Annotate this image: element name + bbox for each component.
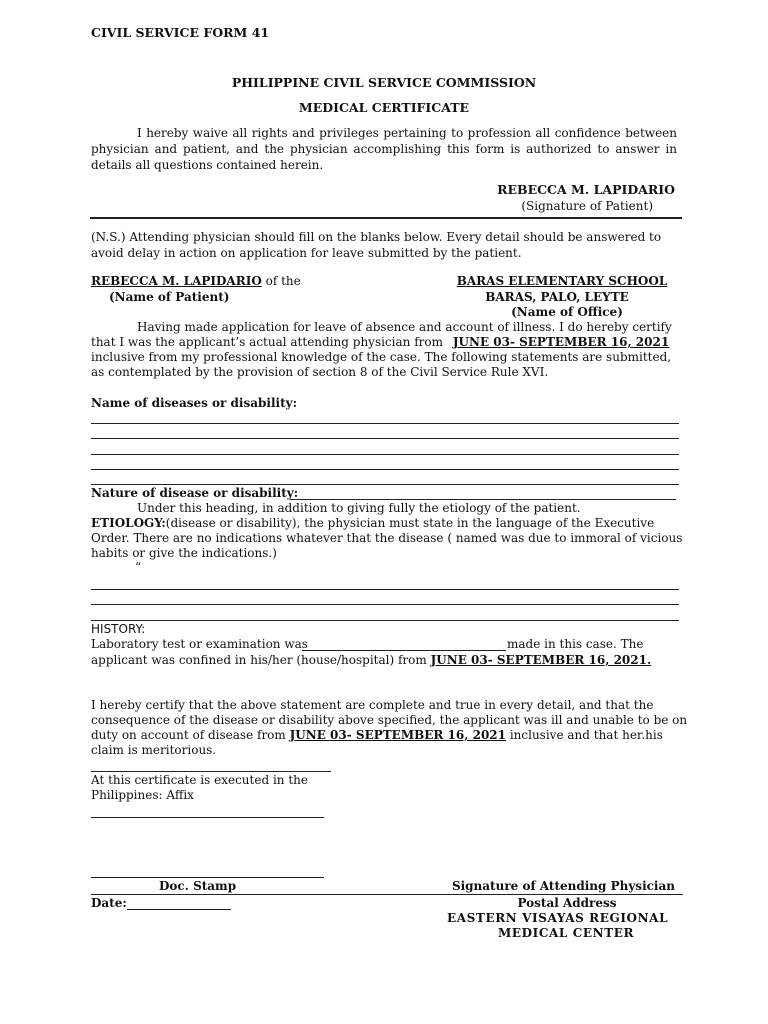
postal-address-label: Postal Address	[517, 896, 617, 910]
patient-line	[91, 274, 301, 288]
history-confined-dates: JUNE 03- SEPTEMBER 16, 2021.	[430, 653, 652, 667]
history-confined-prefix: applicant was confined in his/her (house/hospital) from	[91, 653, 427, 667]
final-cert-prefix: duty on account of disease from	[91, 728, 286, 742]
diseases-line-1	[91, 423, 679, 424]
executed-line-2: Philippines: Affix	[91, 788, 194, 802]
final-cert-line-4: claim is meritorious.	[91, 743, 217, 757]
diseases-line-2	[91, 438, 679, 439]
etiology-line-blank-1	[91, 589, 679, 590]
office-address: BARAS, PALO, LEYTE	[485, 290, 629, 304]
final-cert-suffix: inclusive and that her.his	[509, 728, 663, 742]
executed-top-line	[91, 771, 331, 772]
etiology-quote-mark: “	[135, 560, 142, 574]
history-lab-suffix: made in this case. The	[507, 637, 644, 651]
certify-line-2	[91, 335, 669, 349]
history-lab-prefix: Laboratory test or examination was	[91, 637, 308, 651]
footer-divider	[91, 894, 683, 895]
certify-line-4: as contemplated by the provision of section 8 of the Civil Service Rule XVI.	[91, 365, 549, 379]
nature-label: Nature of disease or disability:	[91, 486, 299, 500]
patient-signature-name: REBECCA M. LAPIDARIO	[497, 182, 675, 197]
diseases-line-3	[91, 454, 679, 455]
final-cert-line-3	[91, 728, 663, 742]
etiology-line-3: habits or give the indications.)	[91, 546, 277, 560]
hospital-name-line-2: MEDICAL CENTER	[498, 926, 635, 940]
doc-stamp-line	[91, 877, 324, 878]
physician-signature-label: Signature of Attending Physician	[451, 879, 675, 893]
affix-line	[91, 817, 324, 818]
of-the-text: of the	[265, 274, 301, 288]
nature-line	[290, 499, 676, 500]
final-cert-dates: JUNE 03- SEPTEMBER 16, 2021	[289, 728, 506, 742]
office-name: BARAS ELEMENTARY SCHOOL	[456, 274, 668, 288]
diseases-line-4	[91, 469, 679, 470]
diseases-line-5	[91, 484, 679, 485]
etiology-line-1	[91, 516, 654, 530]
hospital-name-line-1: EASTERN VISAYAS REGIONAL	[447, 911, 669, 925]
waiver-paragraph: I hereby waive all rights and privileges pertaining to profession all confidence between physician and patient, and the physician accomplishing this form is authorized to answer in details all questions contained herein.	[91, 126, 677, 172]
certify-line-1: Having made application for leave of absence and account of illness. I do hereby certify	[137, 320, 672, 334]
certify-date-range: JUNE 03- SEPTEMBER 16, 2021	[452, 335, 670, 349]
patient-name-caption: (Name of Patient)	[109, 290, 230, 304]
page-title: PHILIPPINE CIVIL SERVICE COMMISSION	[231, 75, 537, 90]
etiology-line-blank-3	[91, 620, 679, 621]
history-label: HISTORY:	[91, 622, 146, 636]
final-cert-line-1: I hereby certify that the above statement are complete and true in every detail, and that the	[91, 698, 654, 712]
etiology-line-2: Order. There are no indications whatever that the disease ( named was due to immoral of vicious	[91, 531, 683, 545]
doc-stamp-label: Doc. Stamp	[159, 879, 237, 893]
patient-name: REBECCA M. LAPIDARIO	[91, 274, 262, 288]
diseases-label: Name of diseases or disability:	[91, 396, 298, 410]
signature-divider	[90, 217, 682, 219]
history-confined-line	[91, 653, 651, 667]
date-label: Date:	[91, 896, 127, 910]
history-lab-blank	[302, 650, 506, 651]
office-caption: (Name of Office)	[511, 305, 623, 319]
certify-line-3: inclusive from my professional knowledge of the case. The following statements are submitted,	[91, 350, 672, 364]
certify-line-2-text: that I was the applicant’s actual attending physician from	[91, 335, 443, 349]
ns-note: (N.S.) Attending physician should fill on the blanks below. Every detail should be answered to avoid delay in action on application for leave submitted by the patient.	[91, 230, 662, 260]
final-cert-line-2: consequence of the disease or disability above specified, the applicant was ill and unable to be on	[91, 713, 688, 727]
patient-signature-caption: (Signature of Patient)	[521, 199, 653, 213]
page-subtitle: MEDICAL CERTIFICATE	[298, 100, 470, 115]
date-blank-line	[127, 909, 231, 910]
executed-line-1: At this certificate is executed in the	[91, 773, 308, 787]
nature-help: Under this heading, in addition to giving fully the etiology of the patient.	[137, 501, 581, 515]
etiology-line-blank-2	[91, 604, 679, 605]
etiology-label: ETIOLOGY:	[91, 516, 166, 530]
form-label: CIVIL SERVICE FORM 41	[91, 25, 270, 40]
etiology-text-1: (disease or disability), the physician must state in the language of the Executive	[165, 516, 655, 530]
